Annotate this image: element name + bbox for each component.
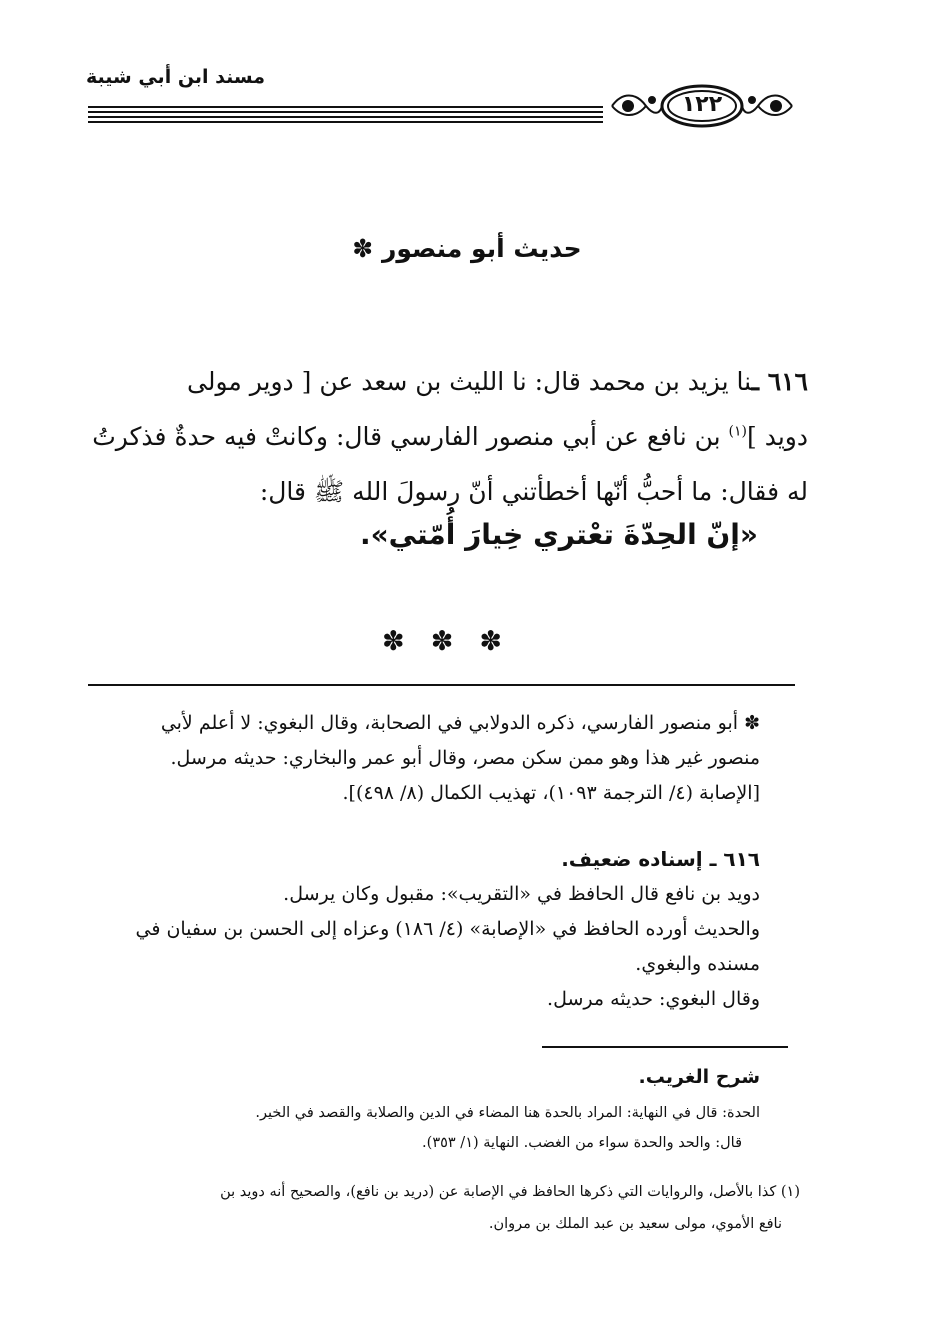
glossary-section <box>88 1062 760 1158</box>
footnote-divider <box>542 1046 788 1048</box>
hadith-line-3: له فقال: ما أحبُّ أنّها أخطأتني أنّ رسولَ الله ﷺ قال: <box>259 477 808 506</box>
running-title: مسند ابن أبي شيبة <box>86 66 266 88</box>
note-line-3: [الإصابة (٤/ الترجمة ١٠٩٣)، تهذيب الكمال (٨/ ٤٩٨)]. <box>342 782 760 804</box>
page-number: ١٢٢ <box>681 92 723 117</box>
footnote-line-1: (١) كذا بالأصل، والروايات التي ذكرها الحافظ في الإصابة عن (دريد بن نافع)، والصحيح أنه دويد بن <box>220 1184 800 1200</box>
takhrij-section <box>88 842 760 1017</box>
footnote-reference: (١) <box>728 423 747 440</box>
star-icon: ✽ <box>479 626 502 657</box>
glossary-line-1: الحدة: قال في النهاية: المراد بالحدة هنا المضاء في الدين والصلابة والقصد في الخير. <box>255 1105 760 1121</box>
star-icon: ✽ <box>430 626 454 657</box>
notes-divider <box>88 684 795 686</box>
takhrij-line-2: والحديث أورده الحافظ في «الإصابة» (٤/ ١٨٦) وعزاه إلى الحسن بن سفيان في <box>135 918 760 940</box>
star-separator <box>382 626 502 657</box>
header-rules <box>88 106 603 126</box>
hadith-line <box>88 354 808 409</box>
hadith-number: ٦١٦ ـ <box>751 367 808 396</box>
footnote <box>88 1176 800 1240</box>
biography-note <box>88 706 760 811</box>
takhrij-line-3: مسنده والبغوي. <box>635 953 760 975</box>
hadith-line-2a: دويد ] <box>747 422 808 451</box>
chapter-title: حديث أبو منصور ✽ <box>352 234 582 263</box>
note-line-2: منصور غير هذا وهو ممن سكن مصر، وقال أبو عمر والبخاري: حديثه مرسل. <box>170 747 760 769</box>
hadith-text <box>88 354 808 519</box>
takhrij-line-1: دويد بن نافع قال الحافظ في «التقريب»: مقبول وكان يرسل. <box>283 883 760 905</box>
takhrij-line-4: وقال البغوي: حديثه مرسل. <box>547 988 760 1010</box>
takhrij-heading: ٦١٦ ـ إسناده ضعيف. <box>561 847 760 871</box>
star-icon: ✽ <box>382 626 405 657</box>
hadith-line <box>88 409 808 464</box>
glossary-heading: شرح الغريب. <box>638 1066 760 1088</box>
prophetic-quote: «إنّ الحِدّةَ تعْتري خِيارَ أُمّتي». <box>359 518 758 551</box>
hadith-line-2b: بن نافع عن أبي منصور الفارسي قال: وكانتْ فيه حدةٌ فذكرتُ <box>92 422 729 451</box>
hadith-line-1: نا يزيد بن محمد قال: نا الليث بن سعد عن [ دوير مولى <box>187 367 752 396</box>
footnote-line-2: نافع الأموي، مولى سعيد بن عبد الملك بن مروان. <box>488 1216 782 1232</box>
glossary-line-2: قال: والحد والحدة سواء من الغضب. النهاية (١/ ٣٥٣). <box>422 1135 742 1151</box>
note-line-1: ✽ أبو منصور الفارسي، ذكره الدولابي في الصحابة، وقال البغوي: لا أعلم لأبي <box>160 712 760 734</box>
